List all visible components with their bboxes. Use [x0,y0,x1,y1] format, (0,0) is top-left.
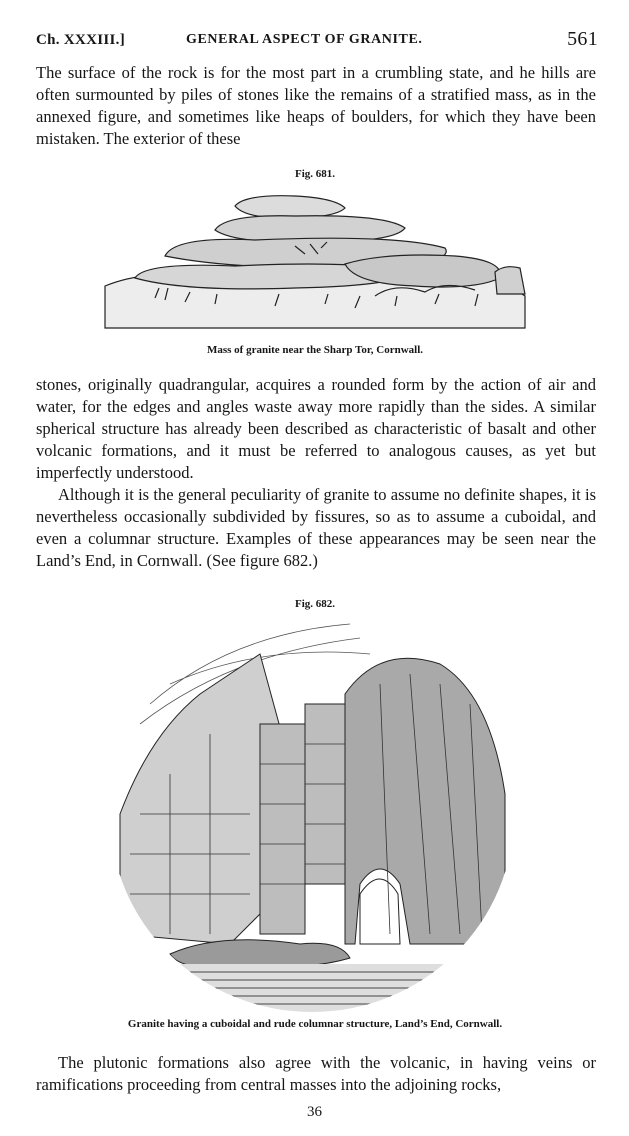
page-number: 561 [567,28,598,50]
figure-682-label: Fig. 682. [294,598,336,610]
figure-681-label: Fig. 681. [294,168,336,180]
signature-mark: 36 [307,1104,322,1120]
paragraph-1: The surface of the rock is for the most part in a crumbling state, and he hills are often surmounted by piles of stones like the remains of a stratified mass, as in the annexed figure, and sometimes like heaps of boulders, for which they have been mistaken. The exterior of these [36,63,596,148]
figure-682-illustration [110,614,515,1014]
paragraph-3: Although it is the general peculiarity of granite to assume no definite shapes, it is nevertheless occasionally subdivided by fissures, so as to assume a cuboidal, and even a columnar structure. Examples of these appearances may be seen near the Land’s End, in Cornwall. (See figure 682.) [36,485,596,570]
chapter-label: Ch. XXXIII.] [36,32,126,48]
paragraph-4: The plutonic formations also agree with the volcanic, in having veins or ramifications proceeding from central masses into the adjoining rocks, [36,1053,596,1094]
running-title: GENERAL ASPECT OF GRANITE. [186,32,423,47]
figure-681-illustration [95,186,535,336]
figure-682-caption: Granite having a cuboidal and rude columnar structure, Land’s End, Cornwall. [127,1018,503,1030]
running-header [36,28,598,54]
figure-681-caption: Mass of granite near the Sharp Tor, Cornwall. [206,344,424,356]
paragraph-2: stones, originally quadrangular, acquires a rounded form by the action of air and water, for the edges and angles waste away more rapidly than the sides. A similar spherical structure has already been described as characteristic of basalt and other volcanic formations, and it must be referred to analogous causes, as yet but imperfectly understood. [36,375,596,482]
